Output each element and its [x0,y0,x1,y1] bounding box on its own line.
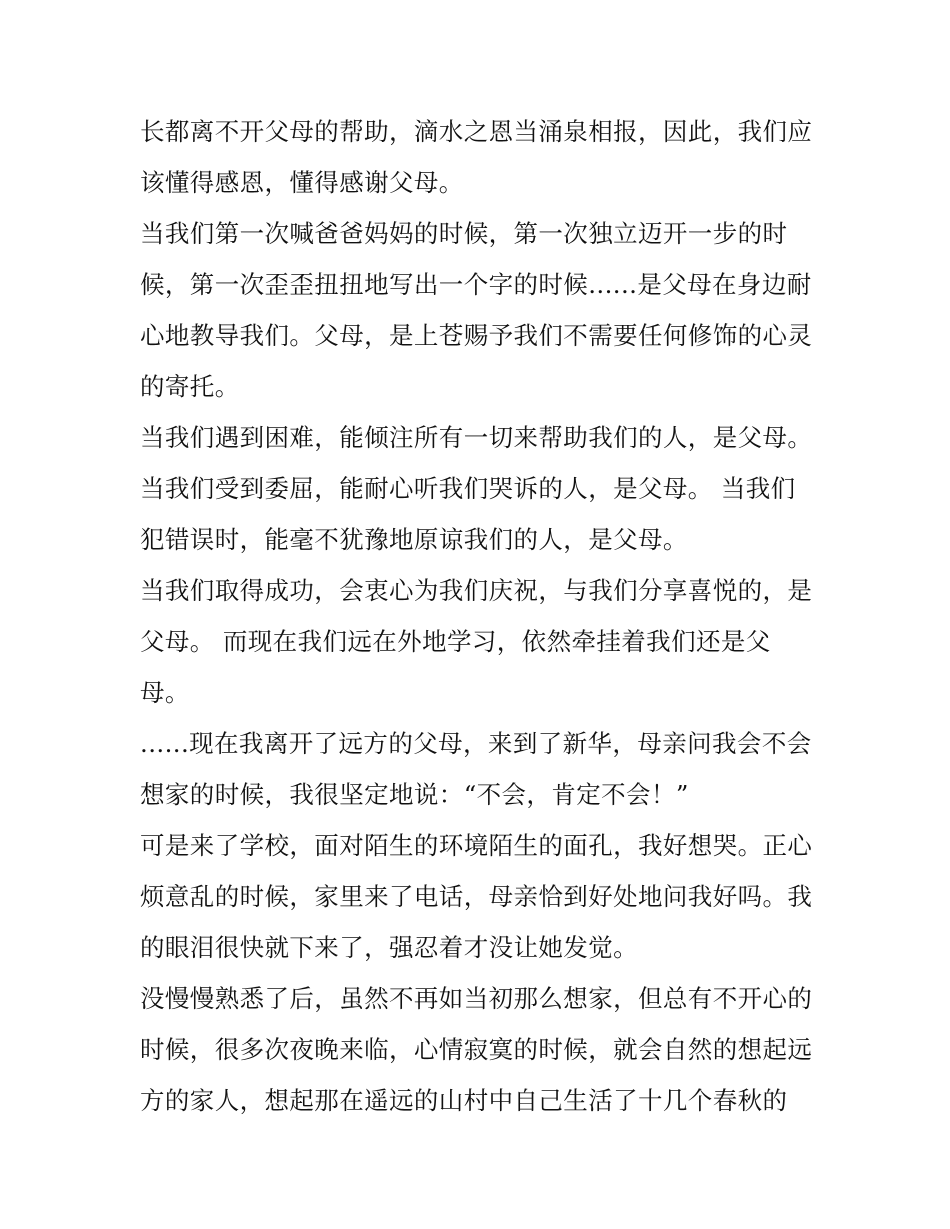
text-line: 当我们取得成功，会衷心为我们庆祝，与我们分享喜悦的，是 [140,576,813,605]
text-line: 长都离不开父母的帮助，滴水之恩当涌泉相报，因此，我们应 [140,117,813,146]
text-line: 犯错误时，能毫不犹豫地原谅我们的人，是父母。 [140,525,688,554]
text-line: 的眼泪很快就下来了，强忍着才没让她发觉。 [140,933,638,962]
text-line: 的寄托。 [140,372,240,401]
text-line: 当我们第一次喊爸爸妈妈的时候，第一次独立迈开一步的时 [140,219,788,248]
text-line: 心地教导我们。父母，是上苍赐予我们不需要任何修饰的心灵 [140,321,813,350]
text-line: 母。 [140,678,190,707]
text-line: 候，第一次歪歪扭扭地写出一个字的时候......是父母在身边耐 [140,270,812,299]
text-line: 没慢慢熟悉了后，虽然不再如当初那么想家，但总有不开心的 [140,984,813,1013]
text-line: ......现在我离开了远方的父母，来到了新华，母亲问我会不会 [140,729,812,758]
document-text-body [140,106,830,1126]
text-line: 当我们遇到困难，能倾注所有一切来帮助我们的人，是父母。 [140,423,813,452]
text-line: 时候，很多次夜晚来临，心情寂寞的时候，就会自然的想起远 [140,1035,813,1064]
text-line: 该懂得感恩，懂得感谢父母。 [140,168,464,197]
text-line: 可是来了学校，面对陌生的环境陌生的面孔，我好想哭。正心 [140,831,813,860]
text-line: 当我们受到委屈，能耐心听我们哭诉的人，是父母。 当我们 [140,474,796,503]
text-line: 想家的时候，我很坚定地说：“不会，肯定不会！” [140,780,689,809]
text-line: 烦意乱的时候，家里来了电话，母亲恰到好处地问我好吗。我 [140,882,813,911]
text-line: 父母。 而现在我们远在外地学习，依然牵挂着我们还是父 [140,627,771,656]
text-line: 方的家人，想起那在遥远的山村中自己生活了十几个春秋的 [140,1086,788,1115]
